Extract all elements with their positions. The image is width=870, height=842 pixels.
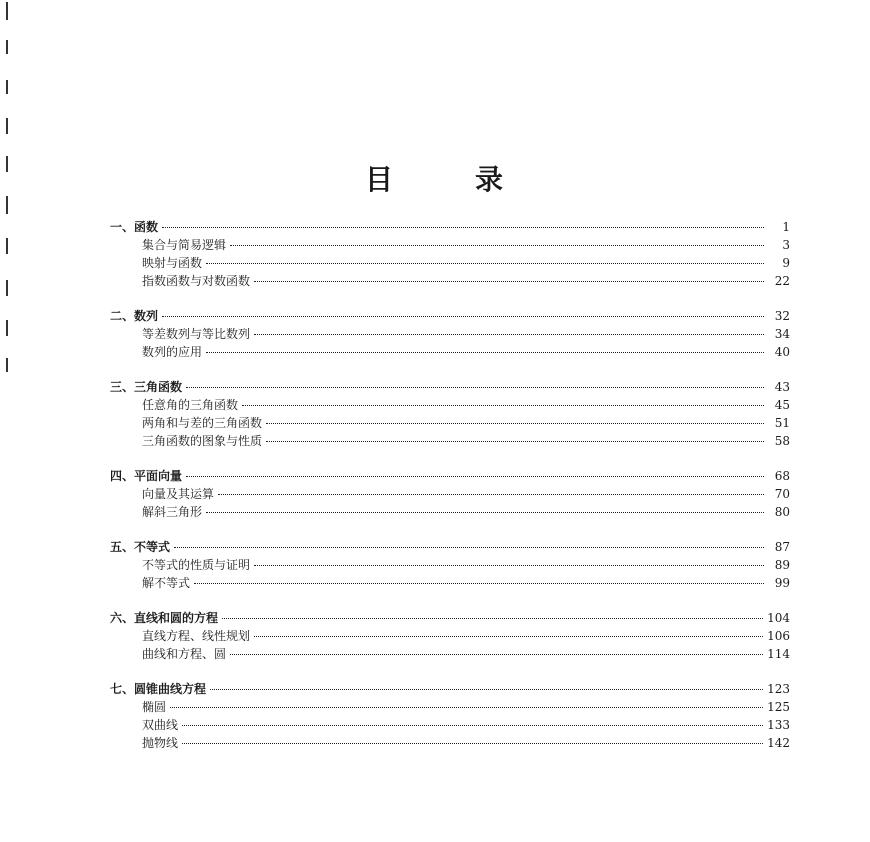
dot-leader (210, 689, 763, 690)
toc-section-entry-title: 等差数列与等比数列 (142, 327, 251, 341)
dot-leader (254, 636, 763, 637)
dot-leader (170, 707, 763, 708)
dot-leader (174, 547, 764, 548)
dot-leader (222, 618, 763, 619)
dot-leader (162, 227, 764, 228)
scan-edge-mark (6, 2, 8, 20)
toc-section-entry-title: 三角函数的图象与性质 (142, 434, 263, 448)
page-title-char: 录 (475, 163, 506, 196)
toc-section-entry-title: 直线方程、线性规划 (142, 629, 251, 643)
page-title (0, 158, 870, 198)
toc-chapter-entry-page-number: 87 (774, 540, 790, 554)
toc-chapter (110, 680, 790, 752)
toc-section-entry-page-number: 106 (767, 629, 790, 643)
toc-section-entry-page-number: 45 (774, 398, 790, 412)
toc-chapter-entry-title: 四、平面向量 (110, 469, 183, 483)
toc-section-entry-title: 曲线和方程、圆 (142, 647, 227, 661)
toc-chapter-entry-title: 一、函数 (110, 220, 159, 234)
toc-chapter-entry[interactable] (110, 680, 790, 698)
dot-leader (254, 334, 764, 335)
toc-chapter-entry[interactable] (110, 609, 790, 627)
toc-chapter-entry-page-number: 104 (767, 611, 790, 625)
toc-section-entry[interactable] (110, 414, 790, 432)
table-of-contents (110, 218, 790, 769)
toc-section-entry-page-number: 3 (782, 238, 790, 252)
toc-section-entry-page-number: 70 (774, 487, 790, 501)
toc-section-entry-page-number: 80 (774, 505, 790, 519)
toc-section-entry-title: 抛物线 (142, 736, 179, 750)
toc-chapter-entry[interactable] (110, 307, 790, 325)
toc-section-entry[interactable] (110, 396, 790, 414)
toc-section-entry-page-number: 22 (774, 274, 790, 288)
dot-leader (182, 743, 763, 744)
toc-section-entry-page-number: 34 (774, 327, 790, 341)
toc-section-entry-page-number: 51 (774, 416, 790, 430)
toc-section-entry[interactable] (110, 272, 790, 290)
toc-chapter (110, 378, 790, 450)
toc-section-entry-title: 映射与函数 (142, 256, 203, 270)
dot-leader (206, 352, 764, 353)
toc-chapter-entry-title: 五、不等式 (110, 540, 171, 554)
toc-section-entry[interactable] (110, 503, 790, 521)
scan-edge-mark (6, 80, 8, 94)
toc-section-entry-page-number: 125 (767, 700, 790, 714)
dot-leader (206, 512, 764, 513)
scan-edge-mark (6, 280, 8, 296)
toc-section-entry-title: 不等式的性质与证明 (142, 558, 251, 572)
scan-edge-mark (6, 238, 8, 254)
toc-section-entry[interactable] (110, 343, 790, 361)
dot-leader (206, 263, 764, 264)
toc-chapter (110, 218, 790, 290)
toc-chapter-entry-page-number: 123 (767, 682, 790, 696)
toc-section-entry-title: 数列的应用 (142, 345, 203, 359)
scan-edge-mark (6, 196, 8, 214)
toc-section-entry-page-number: 133 (767, 718, 790, 732)
scan-edge-mark (6, 40, 8, 54)
dot-leader (230, 654, 763, 655)
toc-section-entry-page-number: 99 (774, 576, 790, 590)
toc-section-entry[interactable] (110, 716, 790, 734)
toc-chapter-entry[interactable] (110, 218, 790, 236)
toc-section-entry-page-number: 142 (767, 736, 790, 750)
toc-section-entry-page-number: 114 (767, 647, 790, 661)
toc-section-entry-title: 椭圆 (142, 700, 167, 714)
dot-leader (266, 423, 764, 424)
toc-chapter-entry-title: 七、圆锥曲线方程 (110, 682, 207, 696)
toc-section-entry-page-number: 40 (774, 345, 790, 359)
toc-section-entry[interactable] (110, 485, 790, 503)
toc-chapter-entry-title: 六、直线和圆的方程 (110, 611, 219, 625)
toc-section-entry-title: 解斜三角形 (142, 505, 203, 519)
dot-leader (186, 387, 764, 388)
dot-leader (186, 476, 764, 477)
toc-chapter (110, 307, 790, 361)
dot-leader (254, 565, 764, 566)
dot-leader (194, 583, 764, 584)
dot-leader (162, 316, 764, 317)
toc-chapter-entry[interactable] (110, 378, 790, 396)
toc-section-entry-title: 两角和与差的三角函数 (142, 416, 263, 430)
toc-chapter-entry[interactable] (110, 538, 790, 556)
dot-leader (182, 725, 763, 726)
toc-section-entry[interactable] (110, 556, 790, 574)
toc-chapter (110, 538, 790, 592)
dot-leader (242, 405, 764, 406)
toc-section-entry-title: 双曲线 (142, 718, 179, 732)
toc-chapter-entry-page-number: 1 (782, 220, 790, 234)
toc-section-entry-title: 集合与简易逻辑 (142, 238, 227, 252)
toc-section-entry[interactable] (110, 645, 790, 663)
toc-section-entry[interactable] (110, 574, 790, 592)
toc-chapter-entry-title: 三、三角函数 (110, 380, 183, 394)
toc-chapter (110, 609, 790, 663)
scan-edge-mark (6, 118, 8, 134)
toc-chapter-entry-page-number: 32 (774, 309, 790, 323)
dot-leader (218, 494, 764, 495)
toc-chapter-entry-title: 二、数列 (110, 309, 159, 323)
scan-edge-mark (6, 320, 8, 336)
page-title-char: 目 (364, 163, 395, 196)
toc-chapter-entry-page-number: 68 (774, 469, 790, 483)
toc-section-entry[interactable] (110, 432, 790, 450)
toc-chapter-entry-page-number: 43 (774, 380, 790, 394)
toc-chapter-entry[interactable] (110, 467, 790, 485)
toc-section-entry[interactable] (110, 627, 790, 645)
scan-edge-mark (6, 358, 8, 372)
toc-section-entry[interactable] (110, 698, 790, 716)
toc-section-entry-page-number: 9 (782, 256, 790, 270)
toc-section-entry[interactable] (110, 236, 790, 254)
toc-section-entry-page-number: 89 (774, 558, 790, 572)
toc-section-entry-title: 向量及其运算 (142, 487, 215, 501)
dot-leader (254, 281, 764, 282)
toc-section-entry[interactable] (110, 254, 790, 272)
toc-section-entry-page-number: 58 (774, 434, 790, 448)
dot-leader (266, 441, 764, 442)
toc-section-entry-title: 任意角的三角函数 (142, 398, 239, 412)
dot-leader (230, 245, 764, 246)
toc-section-entry[interactable] (110, 325, 790, 343)
toc-section-entry-title: 指数函数与对数函数 (142, 274, 251, 288)
toc-section-entry-title: 解不等式 (142, 576, 191, 590)
toc-section-entry[interactable] (110, 734, 790, 752)
toc-chapter (110, 467, 790, 521)
